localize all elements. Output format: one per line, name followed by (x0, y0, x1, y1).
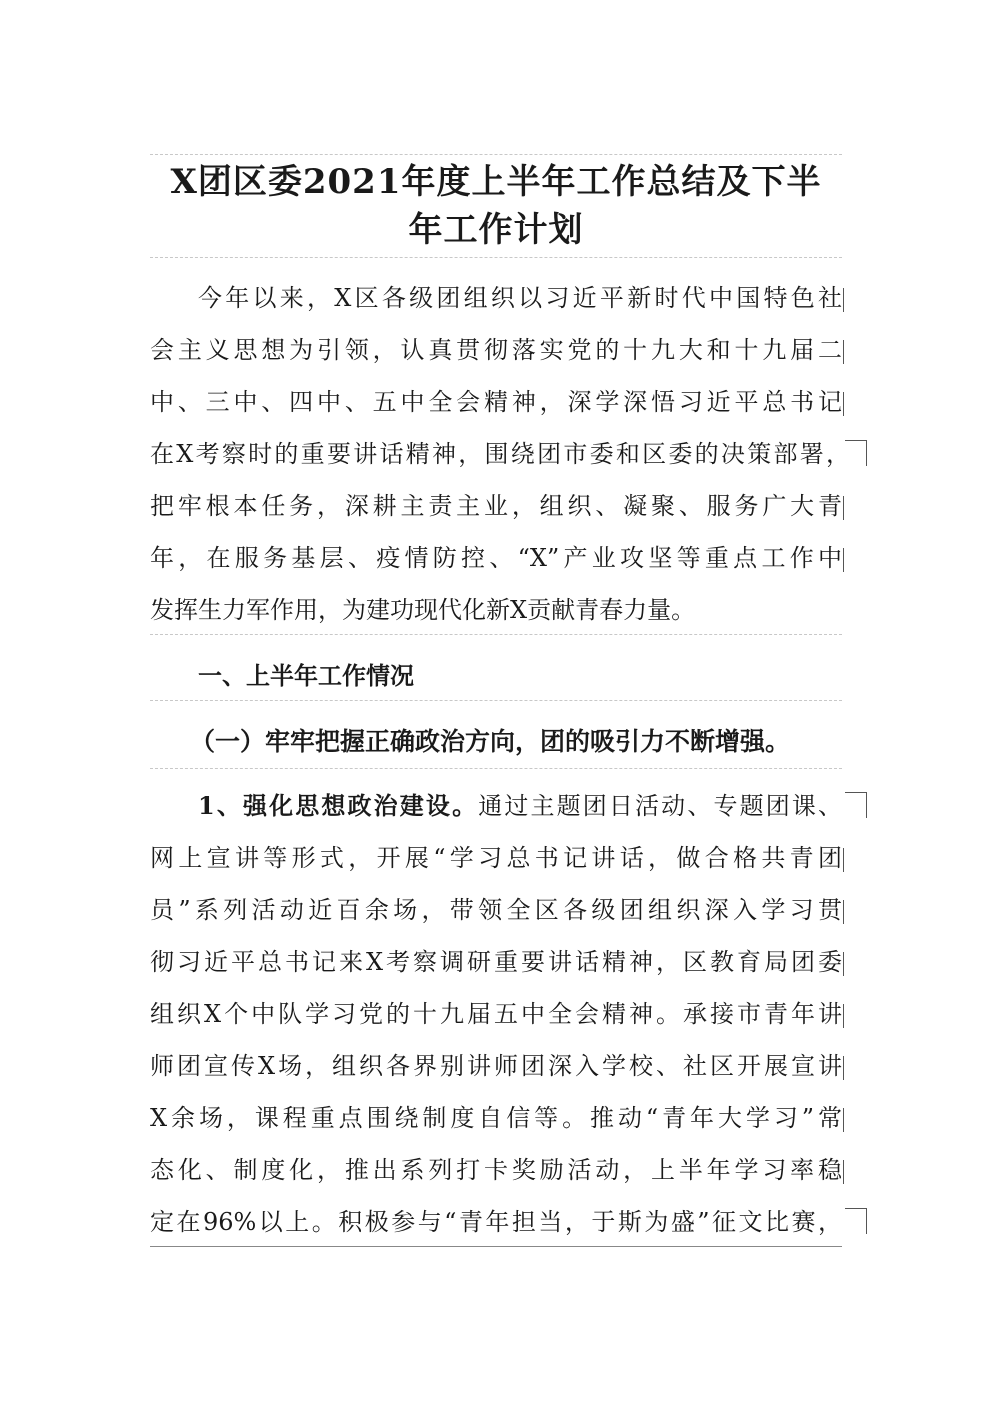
margin-mark (845, 1208, 867, 1209)
item-line: 定在96%以上。积极参与“青年担当，于斯为盛”征文比赛， (150, 1208, 842, 1236)
item-first-line (150, 780, 842, 832)
margin-mark (843, 900, 844, 924)
item-line: 师团宣传X场，组织各界别讲师团深入学校、社区开展宣讲 (150, 1052, 842, 1080)
bottom-rule (150, 1246, 842, 1247)
item-line: 彻习近平总书记来X考察调研重要讲话精神，区教育局团委 (150, 948, 842, 976)
document-title-line-1: X团区委2021年度上半年工作总结及下半 (170, 162, 822, 202)
margin-mark (843, 1056, 844, 1080)
intro-line: 会主义思想为引领，认真贯彻落实党的十九大和十九届二 (150, 336, 842, 364)
margin-mark (843, 952, 844, 976)
intro-line: 把牢根本任务，深耕主责主业，组织、凝聚、服务广大青 (150, 492, 842, 520)
paragraph-rule (150, 634, 842, 635)
item-lead-rest: 通过主题团日活动、专题团课、 (478, 792, 842, 820)
margin-mark (843, 548, 844, 572)
margin-mark (845, 792, 867, 793)
intro-line: 年，在服务基层、疫情防控、“X”产业攻坚等重点工作中 (150, 544, 842, 572)
title-rule (150, 257, 842, 258)
intro-line: 发挥生力军作用，为建功现代化新X贡献青春力量。 (150, 596, 696, 624)
margin-mark (866, 792, 867, 818)
margin-mark (843, 288, 844, 312)
top-rule (150, 154, 842, 155)
paragraph-rule (150, 700, 842, 701)
margin-mark (866, 1208, 867, 1234)
intro-line: 今年以来，X区各级团组织以习近平新时代中国特色社 (198, 284, 842, 312)
margin-mark (866, 440, 867, 466)
margin-mark (843, 1004, 844, 1028)
item-lead: 1、强化思想政治建设。 (198, 791, 479, 820)
intro-line: 中、三中、四中、五中全会精神，深学深悟习近平总书记 (150, 388, 842, 416)
item-line: X余场，课程重点围绕制度自信等。推动“青年大学习”常 (150, 1104, 842, 1132)
margin-mark (843, 848, 844, 872)
paragraph-rule (150, 768, 842, 769)
margin-mark (843, 1108, 844, 1132)
margin-mark (843, 392, 844, 416)
item-line: 组织X个中队学习党的十九届五中全会精神。承接市青年讲 (150, 1000, 842, 1028)
item-line: 态化、制度化，推出系列打卡奖励活动，上半年学习率稳 (150, 1156, 842, 1184)
margin-mark (843, 340, 844, 364)
document-title-line-2: 年工作计划 (408, 210, 584, 250)
intro-line: 在X考察时的重要讲话精神，围绕团市委和区委的决策部署， (150, 440, 850, 468)
margin-mark (843, 1160, 844, 1184)
item-line: 网上宣讲等形式，开展“学习总书记讲话，做合格共青团 (150, 844, 842, 872)
margin-mark (845, 440, 867, 441)
margin-mark (843, 496, 844, 520)
item-line: 员”系列活动近百余场，带领全区各级团组织深入学习贯 (150, 896, 842, 924)
section-heading: 一、上半年工作情况 (198, 661, 414, 690)
subsection-heading: （一）牢牢把握正确政治方向，团的吸引力不断增强。 (190, 727, 791, 756)
